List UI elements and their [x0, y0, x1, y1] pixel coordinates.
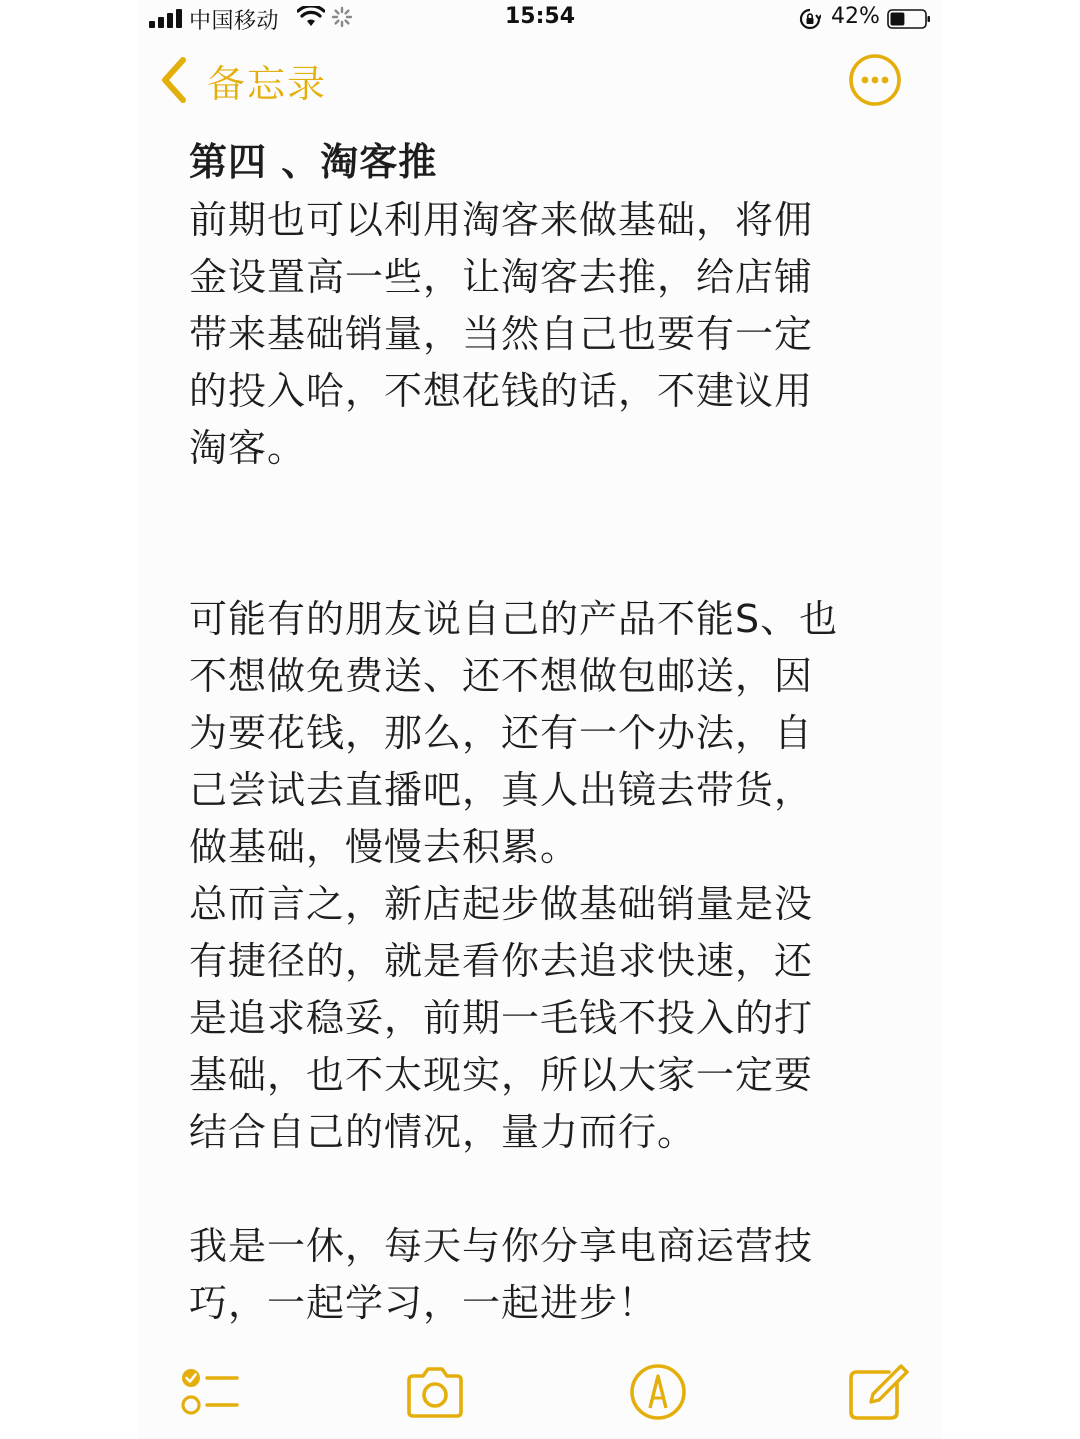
note-body[interactable]	[189, 132, 909, 1332]
markup-pen-icon[interactable]	[626, 1360, 690, 1424]
back-label: 备忘录	[207, 61, 328, 106]
checklist-icon[interactable]	[177, 1360, 241, 1424]
status-bar	[137, 0, 943, 40]
note-paragraph-3: 我是一休，每天与你分享电商运营技 巧，一起学习，一起进步！	[189, 1224, 814, 1325]
compose-icon[interactable]	[845, 1360, 909, 1424]
note-heading: 第四 、淘客推	[189, 140, 438, 184]
camera-icon[interactable]	[403, 1360, 467, 1424]
battery-icon	[887, 9, 931, 29]
carrier-name: 中国移动	[189, 9, 280, 34]
notes-screen	[137, 0, 943, 1439]
note-paragraph-1: 前期也可以利用淘客来做基础，将佣 金设置高一些，让淘客去推，给店铺 带来基础销量，当然自己也要有一定 的投入哈，不想花钱的话，不建议用 淘客。	[189, 198, 814, 470]
more-options-icon[interactable]	[847, 52, 903, 108]
back-button[interactable]	[157, 52, 327, 108]
battery-percent: 42%	[831, 4, 880, 29]
bottom-toolbar	[137, 1360, 943, 1430]
orientation-lock-icon	[799, 8, 821, 30]
chevron-left-icon	[157, 55, 191, 105]
status-time: 15:54	[504, 4, 576, 29]
note-paragraph-2: 可能有的朋友说自己的产品不能S、也 不想做免费送、还不想做包邮送，因 为要花钱，那么，还有一个办法，自 己尝试去直播吧，真人出镜去带货， 做基础，慢慢去积累。 总而言之，新店起步做基础销量是没 有捷径的，就是看你去追求快速，还 是追求稳妥，前期一毛钱不投入的打 基础，也不太现实，所以大家一定要 结合自己的情况，量力而行。	[189, 597, 839, 1154]
